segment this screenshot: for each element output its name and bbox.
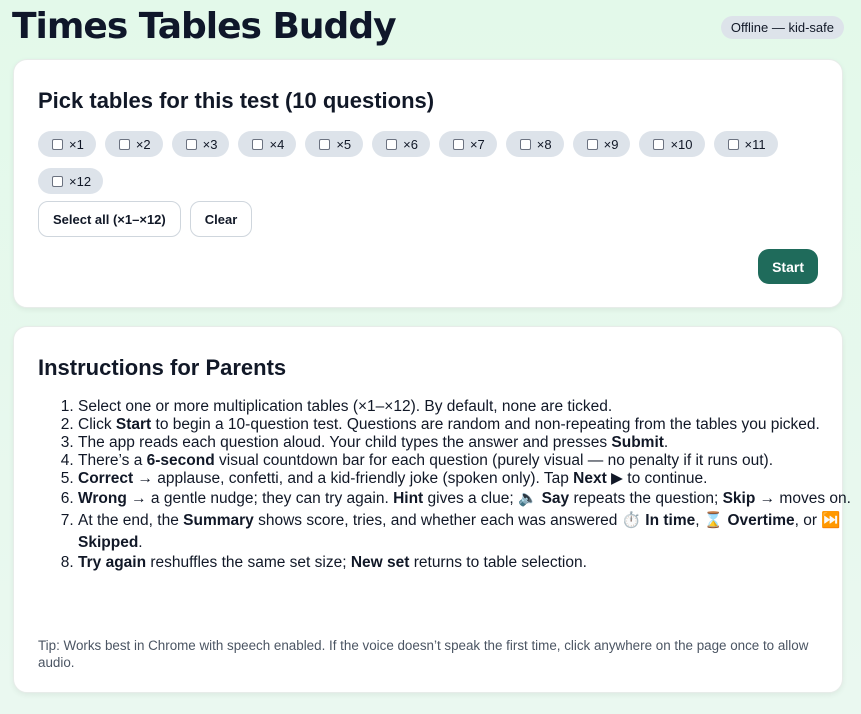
step-keyword: Try again [78,554,147,571]
table-checkbox[interactable] [453,139,464,150]
step-keyword: Skip → [722,490,776,507]
instruction-step [78,398,861,416]
table-chip[interactable] [105,131,163,157]
instructions-title: Instructions for Parents [38,355,287,380]
step-keyword: Start [115,416,152,433]
step-text: returns to table selection. [409,554,587,571]
table-chip[interactable] [372,131,430,157]
table-chip[interactable] [439,131,497,157]
instruction-step [78,554,861,572]
step-text: to continue. [622,470,708,487]
table-chip[interactable] [639,131,704,157]
step-keyword: In time [645,512,696,529]
step-text: reshuffles the same set size; [146,554,351,571]
table-checkbox[interactable] [520,139,531,150]
step-keyword: Say [541,490,570,507]
select-all-button[interactable]: Select all (×1–×12) [38,201,181,237]
step-keyword: Summary [183,512,254,529]
table-checkbox[interactable] [728,139,739,150]
step-text: . [138,534,143,551]
table-chip-label: ×9 [603,136,619,152]
step-keyword: Skipped [78,534,139,551]
table-chip-label: ×7 [469,136,485,152]
instruction-step [78,416,861,434]
step-text: repeats the question; [569,490,723,507]
offline-badge: Offline — kid-safe [721,16,844,39]
table-chip[interactable] [305,131,363,157]
table-checkbox[interactable] [52,139,63,150]
instruction-step [78,488,861,510]
step-text: The app reads each question aloud. Your child types the answer and presses [78,434,612,451]
step-text: gives a clue; 🔈 [423,490,542,507]
step-text: Select one or more multiplication tables (×1–×12). By default, none are ticked. [78,398,613,415]
step-text: , ⌛ [695,512,728,529]
step-text: , or ⏭️ [794,512,841,529]
step-text: moves on. [775,490,851,507]
step-keyword: Overtime [727,512,795,529]
table-chip-label: ×10 [670,136,693,152]
table-chip-label: ×2 [135,136,151,152]
table-chip[interactable] [506,131,564,157]
table-checkbox[interactable] [52,176,63,187]
table-chip-label: ×12 [69,173,92,189]
table-chips [38,131,828,194]
app-title: Times Tables Buddy [12,6,396,47]
step-text: Click [78,416,116,433]
instruction-step [78,452,861,470]
instruction-step [78,510,861,554]
table-chip-label: ×3 [202,136,218,152]
step-text: visual countdown bar for each question (purely visual — no penalty if it runs out). [214,452,773,469]
step-text: → applause, confetti, and a kid-friendly joke (spoken only). Tap [133,470,574,487]
step-keyword: 6-second [146,452,215,469]
step-text: → a gentle nudge; they can try again. [126,490,394,507]
step-keyword: Correct [78,470,134,487]
step-keyword: Hint [393,490,424,507]
tip-text: Tip: Works best in Chrome with speech enabled. If the voice doesn’t speak the first time, click anywhere on the page once to allow audio. [38,638,809,670]
table-chip[interactable] [573,131,631,157]
table-checkbox[interactable] [186,139,197,150]
table-chip[interactable] [38,131,96,157]
table-chip-label: ×8 [536,136,552,152]
table-chip-label: ×11 [744,136,766,152]
instruction-step [78,470,861,488]
step-text: shows score, tries, and whether each was answered ⏱️ [253,512,646,529]
table-checkbox[interactable] [587,139,598,150]
table-chip-label: ×4 [269,136,285,152]
instruction-step [78,434,861,452]
picker-title: Pick tables for this test (10 questions) [38,88,435,113]
step-text: At the end, the [78,512,184,529]
instructions-list [38,398,861,572]
step-text: to begin a 10-question test. Questions are random and non-repeating from the tables you picked. [151,416,820,433]
table-checkbox[interactable] [386,139,397,150]
step-keyword: Submit [611,434,664,451]
table-chip[interactable] [38,168,103,194]
step-keyword: Next ▶ [573,470,623,487]
table-chip-label: ×6 [403,136,418,152]
step-text: There’s a [78,452,147,469]
table-checkbox[interactable] [119,139,130,150]
step-keyword: New set [350,554,410,571]
table-checkbox[interactable] [319,139,330,150]
start-button[interactable]: Start [758,249,818,284]
table-chip-label: ×1 [69,136,84,152]
table-chip[interactable] [172,131,230,157]
instructions-card [13,326,851,693]
step-keyword: Wrong [78,490,127,507]
table-picker-card [13,59,843,308]
table-chip[interactable] [714,131,778,157]
clear-button[interactable]: Clear [190,201,253,237]
picker-actions [38,201,252,237]
table-checkbox[interactable] [653,139,664,150]
table-chip[interactable] [238,131,296,157]
step-text: . [663,434,669,451]
table-checkbox[interactable] [252,139,263,150]
table-chip-label: ×5 [336,136,352,152]
